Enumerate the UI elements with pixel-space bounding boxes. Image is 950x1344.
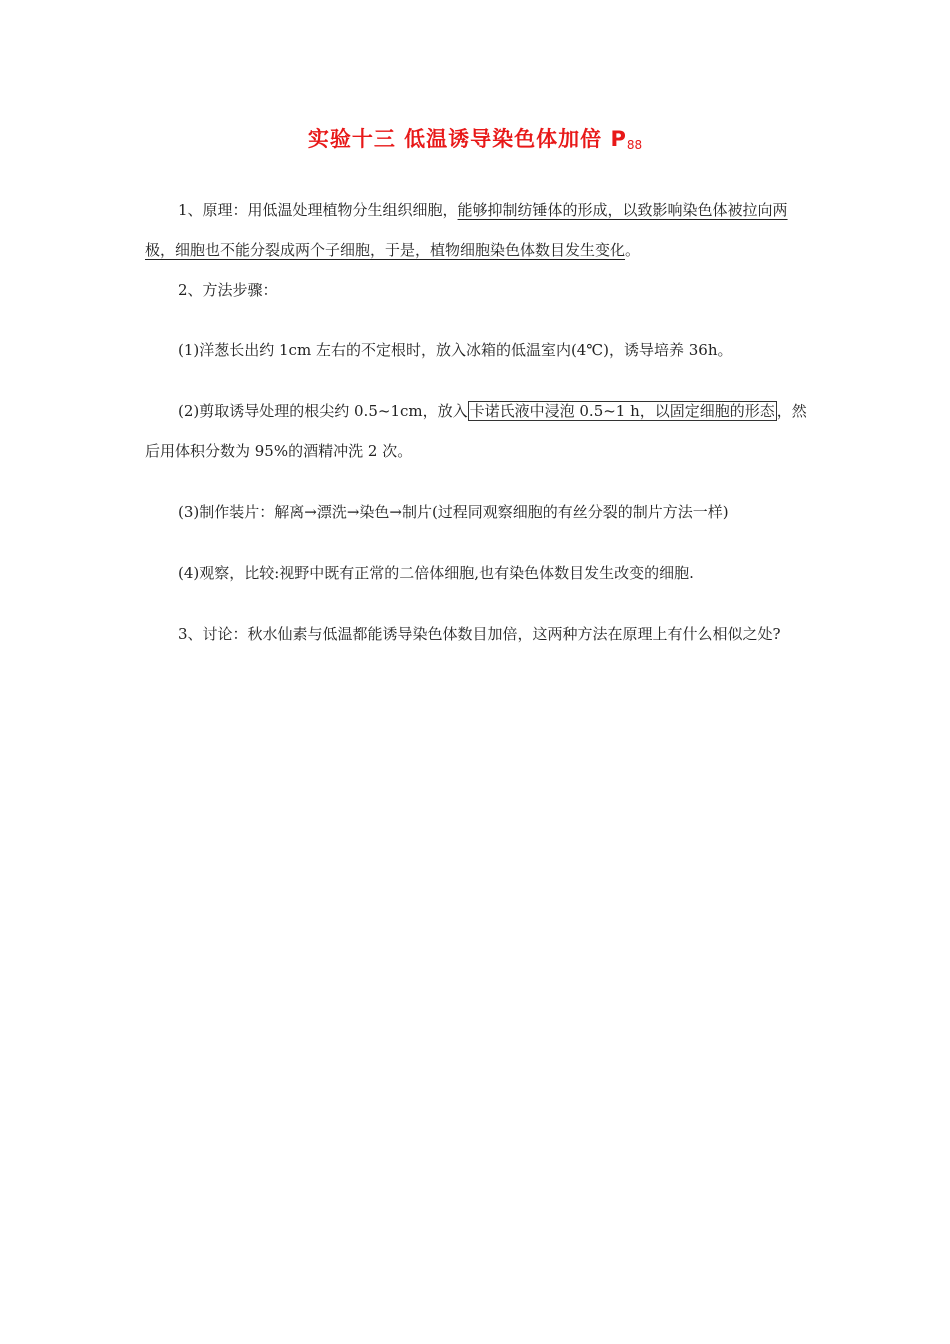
- spacer: [145, 593, 810, 614]
- spacer: [145, 370, 810, 391]
- page-title: [0, 123, 950, 153]
- spacer: [145, 532, 810, 553]
- document-body: [145, 190, 810, 654]
- title-page-subscript: 88: [626, 138, 643, 152]
- principle-tail: 。: [625, 241, 641, 259]
- principle-paragraph: [145, 190, 810, 270]
- principle-lead: 1、原理：用低温处理植物分生组织细胞，: [178, 201, 458, 219]
- spacer: [145, 310, 810, 330]
- step-4: (4)观察，比较:视野中既有正常的二倍体细胞,也有染色体数目发生改变的细胞.: [178, 564, 694, 582]
- step-3: (3)制作装片：解离→漂洗→染色→制片(过程同观察细胞的有丝分裂的制片方法一样): [178, 503, 729, 521]
- spacer: [145, 471, 810, 492]
- method-heading: 2、方法步骤：: [178, 281, 278, 299]
- discussion-paragraph: 3、讨论：秋水仙素与低温都能诱导染色体数目加倍，这两种方法在原理上有什么相似之处?: [178, 625, 781, 643]
- step-2: [145, 391, 810, 471]
- principle-underlined-text: 能够抑制纺锤体的形成，以致影响染色体被拉向两极，细胞也不能分裂成两个子细胞，于是，植物细胞染色体数目发生变化: [145, 201, 788, 259]
- step-2-lead: (2)剪取诱导处理的根尖约 0.5~1cm，放入: [178, 402, 468, 420]
- step-2-boxed-text: 卡诺氏液中浸泡 0.5~1 h，以固定细胞的形态: [469, 402, 775, 420]
- step-2-tail: ，然后用体积分数为 95%的酒精冲洗 2 次。: [145, 402, 807, 460]
- step-1: (1)洋葱长出约 1cm 左右的不定根时，放入冰箱的低温室内(4℃)，诱导培养 36h。: [178, 341, 733, 359]
- title-main: 实验十三 低温诱导染色体加倍 P: [307, 127, 627, 151]
